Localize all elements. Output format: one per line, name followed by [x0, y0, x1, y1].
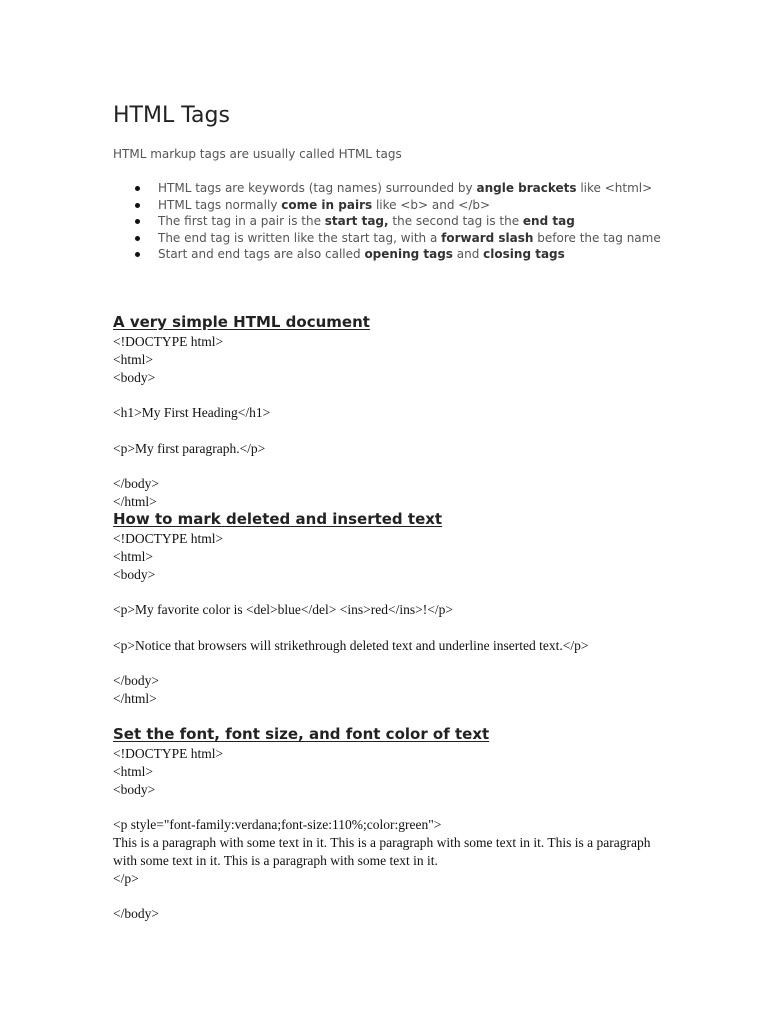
code-line: This is a paragraph with some text in it. This is a paragraph with some text in it. This is a paragraph with some text in it. This is a paragraph with some text in it.: [113, 834, 651, 868]
code-line: </html>: [113, 494, 157, 510]
code-line: <html>: [113, 351, 153, 367]
code-line: </html>: [113, 691, 157, 707]
code-line: [113, 583, 658, 601]
section-heading-font-style: Set the font, font size, and font color of text: [113, 725, 490, 743]
code-line: <!DOCTYPE html>: [113, 746, 224, 761]
code-line: <p>My first paragraph.</p>: [113, 440, 266, 456]
code-line: <!DOCTYPE html>: [113, 531, 224, 546]
code-line: </p>: [113, 870, 139, 886]
code-line: <h1>My First Heading</h1>: [113, 405, 271, 421]
intro-paragraph: HTML markup tags are usually called HTML tags: [113, 147, 402, 161]
code-line: [113, 619, 658, 637]
code-block-simple-document: [113, 333, 658, 511]
code-line: <body>: [113, 369, 156, 385]
list-item: HTML tags are keywords (tag names) surrounded by angle brackets like <html>: [158, 180, 703, 197]
list-item: The first tag in a pair is the start tag, the second tag is the end tag: [158, 213, 703, 230]
section-heading-simple-document: A very simple HTML document: [113, 313, 370, 331]
list-item: The end tag is written like the start tag, with a forward slash before the tag name: [158, 230, 703, 247]
code-line: <html>: [113, 548, 153, 564]
code-block-font-style: [113, 745, 658, 923]
code-line: <p>Notice that browsers will strikethrough deleted text and underline inserted text.</p>: [113, 637, 589, 653]
code-line: <p>My favorite color is <del>blue</del> <ins>red</ins>!</p>: [113, 602, 453, 618]
list-item: HTML tags normally come in pairs like <b> and </b>: [158, 197, 703, 214]
code-line: [113, 655, 658, 673]
code-line: <p style="font-family:verdana;font-size:110%;color:green">: [113, 817, 442, 833]
code-line: <body>: [113, 566, 156, 582]
section-heading-deleted-inserted: How to mark deleted and inserted text: [113, 510, 443, 528]
tag-facts-list: [113, 180, 703, 263]
page-title: HTML Tags: [113, 103, 230, 128]
code-line: [113, 798, 658, 816]
code-line: </body>: [113, 476, 159, 492]
code-line: [113, 386, 658, 404]
code-block-deleted-inserted: [113, 530, 658, 708]
code-line: </body>: [113, 673, 159, 689]
code-line: [113, 422, 658, 440]
code-line: <!DOCTYPE html>: [113, 334, 224, 349]
code-line: [113, 458, 658, 476]
code-line: <html>: [113, 763, 153, 779]
list-item: Start and end tags are also called opening tags and closing tags: [158, 246, 703, 263]
code-line: <body>: [113, 781, 156, 797]
code-line: </body>: [113, 906, 159, 922]
code-line: [113, 887, 658, 905]
